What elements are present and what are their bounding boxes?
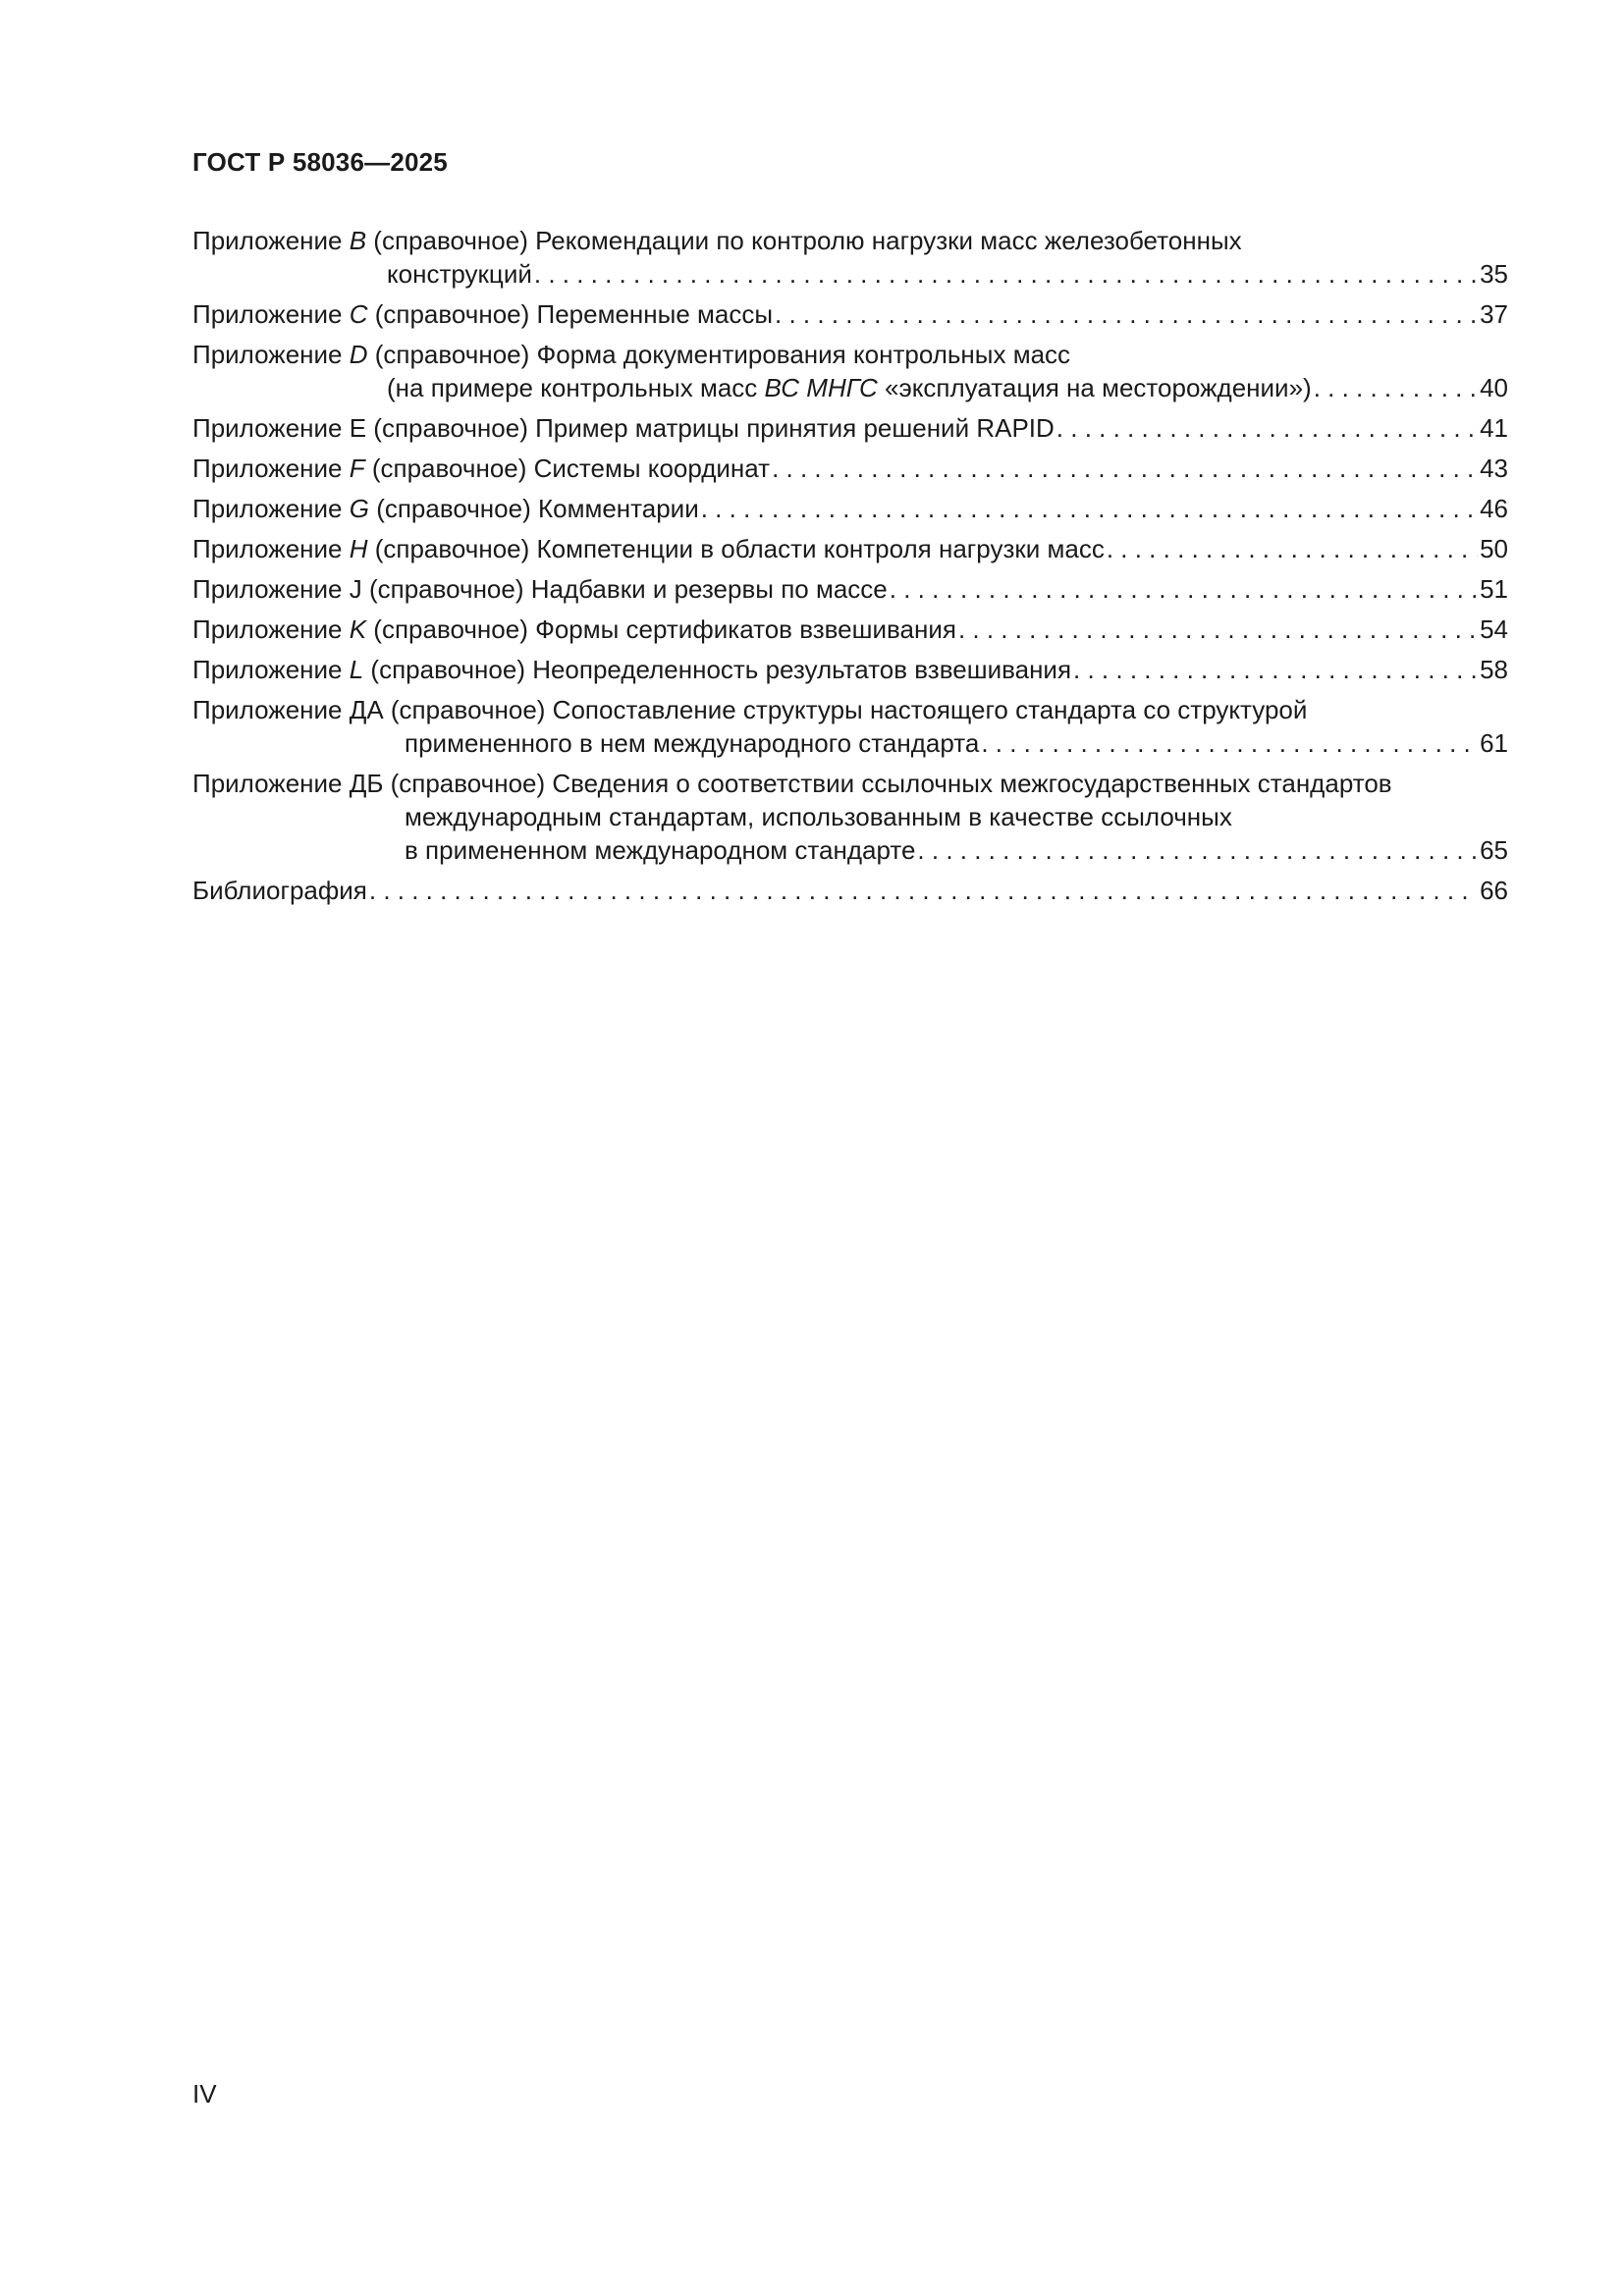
toc-page-number: 43: [1480, 454, 1508, 483]
toc-page-number: 66: [1480, 876, 1508, 905]
dot-leader: [958, 613, 1478, 646]
toc-entry-appendix-g[interactable]: Приложение G (справочное) Комментарии . . . 46: [192, 492, 1508, 525]
toc-page-number: 58: [1480, 655, 1508, 684]
toc-page-number: 50: [1480, 534, 1508, 563]
toc-entry-appendix-db[interactable]: Приложение ДБ (справочное) Сведения о соответствии ссылочных межгосударственных стандартов международным стандартам, использованным в качестве ссылочных в примененном международном стандарте . . . 65: [192, 767, 1508, 867]
dot-leader: [369, 874, 1478, 907]
toc-page-number: 65: [1480, 835, 1508, 865]
toc-entry-appendix-b[interactable]: Приложение B (справочное) Рекомендации по контролю нагрузки масс железобетонных конструкций . . . 35: [192, 224, 1508, 291]
table-of-contents: [192, 224, 1508, 914]
toc-entry-appendix-c[interactable]: Приложение C (справочное) Переменные массы . . . 37: [192, 297, 1508, 331]
toc-entry-title-cont: конструкций: [387, 259, 532, 289]
toc-page-number: 41: [1480, 413, 1508, 443]
dot-leader: [1314, 371, 1478, 404]
dot-leader: [917, 833, 1478, 867]
dot-leader: [775, 297, 1478, 331]
toc-entry-bibliography[interactable]: Библиография . . . 66: [192, 874, 1508, 907]
toc-page-number: 54: [1480, 614, 1508, 644]
dot-leader: [981, 726, 1478, 760]
dot-leader: [1073, 653, 1478, 686]
toc-page-number: 61: [1480, 728, 1508, 758]
dot-leader: [1107, 532, 1478, 565]
toc-entry-appendix-l[interactable]: Приложение L (справочное) Неопределенность результатов взвешивания . . . 58: [192, 653, 1508, 686]
dot-leader: [1056, 411, 1478, 445]
document-code: ГОСТ Р 58036—2025: [192, 147, 448, 177]
dot-leader: [701, 492, 1478, 525]
toc-entry-appendix-e[interactable]: Приложение E (справочное) Пример матрицы принятия решений RAPID . . . 41: [192, 411, 1508, 445]
toc-entry-appendix-k[interactable]: Приложение K (справочное) Формы сертификатов взвешивания . . . 54: [192, 613, 1508, 646]
toc-page-number: 40: [1480, 373, 1508, 402]
dot-leader: [772, 452, 1478, 485]
toc-page-number: 37: [1480, 299, 1508, 329]
toc-entry-appendix-d[interactable]: Приложение D (справочное) Форма документирования контрольных масс (на примере контрольных масс ВС МНГС «эксплуатация на месторождении») . . . 40: [192, 338, 1508, 404]
toc-page-number: 51: [1480, 574, 1508, 604]
dot-leader: [890, 572, 1478, 606]
dot-leader: [534, 257, 1478, 291]
toc-entry-appendix-j[interactable]: Приложение J (справочное) Надбавки и резервы по массе . . . 51: [192, 572, 1508, 606]
page-number-roman: IV: [192, 2079, 217, 2109]
toc-page-number: 46: [1480, 494, 1508, 523]
toc-entry-appendix-h[interactable]: Приложение H (справочное) Компетенции в области контроля нагрузки масс . . . 50: [192, 532, 1508, 565]
toc-entry-appendix-da[interactable]: Приложение ДА (справочное) Сопоставление структуры настоящего стандарта со структурой примененного в нем международного стандарта . . . 61: [192, 693, 1508, 760]
toc-entry-appendix-f[interactable]: Приложение F (справочное) Системы координат . . . 43: [192, 452, 1508, 485]
toc-page-number: 35: [1480, 259, 1508, 289]
